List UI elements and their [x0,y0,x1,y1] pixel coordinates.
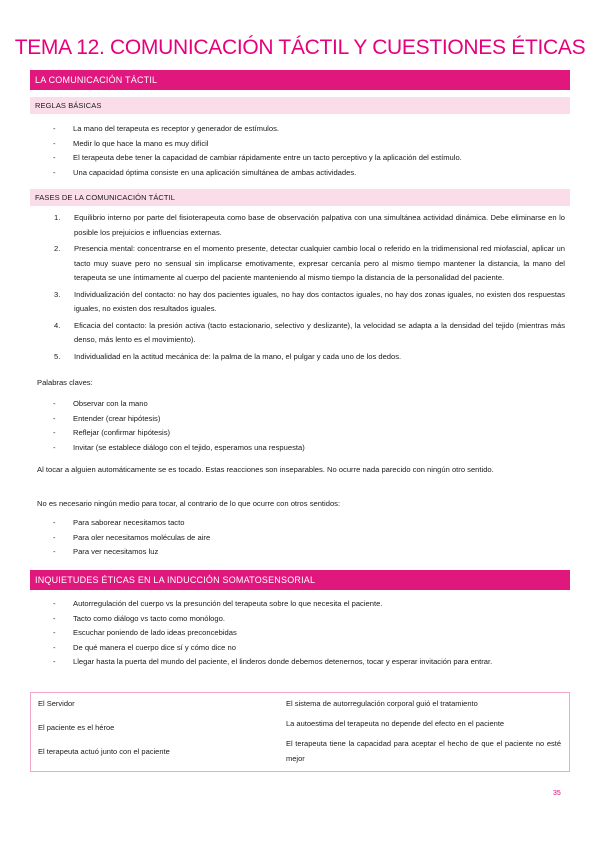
list-item: - Entender (crear hipótesis) [53,412,563,427]
table-cell-right: El terapeuta tiene la capacidad para aceptar el hecho de que el paciente no esté mejor [286,739,561,763]
reglas-list [53,122,563,180]
palabras-label: Palabras claves: [37,378,93,387]
list-item: - De qué manera el cuerpo dice sí y cómo dice no [53,641,563,656]
section-heading-inquietudes: INQUIETUDES ÉTICAS EN LA INDUCCIÓN SOMATOSENSORIAL [30,570,570,590]
list-item: - La mano del terapeuta es receptor y generador de estímulos. [53,122,563,137]
list-item: - Invitar (se establece diálogo con el tejido, esperamos una respuesta) [53,441,563,456]
list-item: - Escuchar poniendo de lado ideas preconcebidas [53,626,563,641]
list-item: - Medir lo que hace la mano es muy difícil [53,137,563,152]
page-number: 35 [553,790,561,797]
list-item: - Autorregulación del cuerpo vs la presunción del terapeuta sobre lo que necesita el paciente. [53,597,563,612]
subsection-heading-fases: FASES DE LA COMUNICACIÓN TÁCTIL [30,189,570,206]
item-number: 5. [54,351,61,361]
section-heading-comunicacion: LA COMUNICACIÓN TÁCTIL [30,70,570,90]
page-title: TEMA 12. COMUNICACIÓN TÁCTIL Y CUESTIONES ÉTICAS [14,36,586,59]
paragraph-sentidos: No es necesario ningún medio para tocar, al contrario de lo que ocurre con otros sentidos: [37,499,341,508]
list-item: - Para oler necesitamos moléculas de aire [53,531,563,546]
comparison-table [30,692,570,772]
list-item: - Reflejar (confirmar hipótesis) [53,426,563,441]
item-number: 3. [54,289,61,299]
list-item [50,242,565,286]
fases-list [50,211,565,366]
list-item [50,319,565,348]
list-item: - Para ver necesitamos luz [53,545,563,560]
paragraph-tocar: Al tocar a alguien automáticamente se es tocado. Estas reacciones son inseparables. No ocurre nada parecido con ningún otro sentido. [37,465,494,474]
table-cell-right: La autoestima del terapeuta no depende del efecto en el paciente [286,719,505,728]
list-item [50,350,565,365]
sentidos-list [53,516,563,560]
list-item: - Llegar hasta la puerta del mundo del paciente, el linderos donde debemos detenernos, tocar y esperar invitación para entrar. [53,655,563,670]
subsection-heading-reglas: REGLAS BÁSICAS [30,97,570,114]
item-number: 4. [54,320,61,330]
table-cell-left: El paciente es el héroe [38,723,115,732]
item-text: Equilibrio interno por parte del fisioterapeuta como base de observación palpativa con una simultánea actividad dinámica. Debe eliminarse en lo posible los prejuicios e influencias externas. [74,213,565,237]
palabras-list [53,397,563,455]
item-text: Presencia mental: concentrarse en el momento presente, detectar cualquier cambio local o referido en la tridimensional red miofascial, aplicar un tacto muy suave pero no sensual sin implicarse emotivamente, expresar cercanía pero al mismo tiempo mantener la distancia, la mano del terapeuta se une íntimamente al cuerpo del paciente manteniendo al mismo tiempo la distancia de la personalidad del paciente. [74,244,565,282]
list-item [50,288,565,317]
table-cell-right: El sistema de autorregulación corporal guió el tratamiento [286,699,478,708]
list-item: - Tacto como diálogo vs tacto como monólogo. [53,612,563,627]
list-item: - Para saborear necesitamos tacto [53,516,563,531]
item-text: Individualidad en la actitud mecánica de: la palma de la mano, el pulgar y cada uno de los dedos. [74,351,402,361]
list-item [50,211,565,240]
item-text: Eficacia del contacto: la presión activa (tacto estacionario, selectivo y deslizante), la velocidad se adapta a la densidad del tejido (mientras más denso, más lento es el movimiento). [74,320,565,344]
table-cell-left: El Servidor [38,699,75,708]
inquietudes-list [53,597,563,670]
item-number: 2. [54,244,61,253]
table-cell-left: El terapeuta actuó junto con el paciente [38,747,170,756]
list-item: - Una capacidad óptima consiste en una aplicación simultánea de ambas actividades. [53,166,563,181]
list-item: - Observar con la mano [53,397,563,412]
item-number: 1. [54,213,61,222]
item-text: Individualización del contacto: no hay dos pacientes iguales, no hay dos contactos iguales, no hay dos zonas iguales, no existen dos respuestas iguales, no existen dos resultados iguales. [74,289,565,313]
list-item: - El terapeuta debe tener la capacidad de cambiar rápidamente entre un tacto perceptivo y la aplicación del estímulo. [53,151,563,166]
